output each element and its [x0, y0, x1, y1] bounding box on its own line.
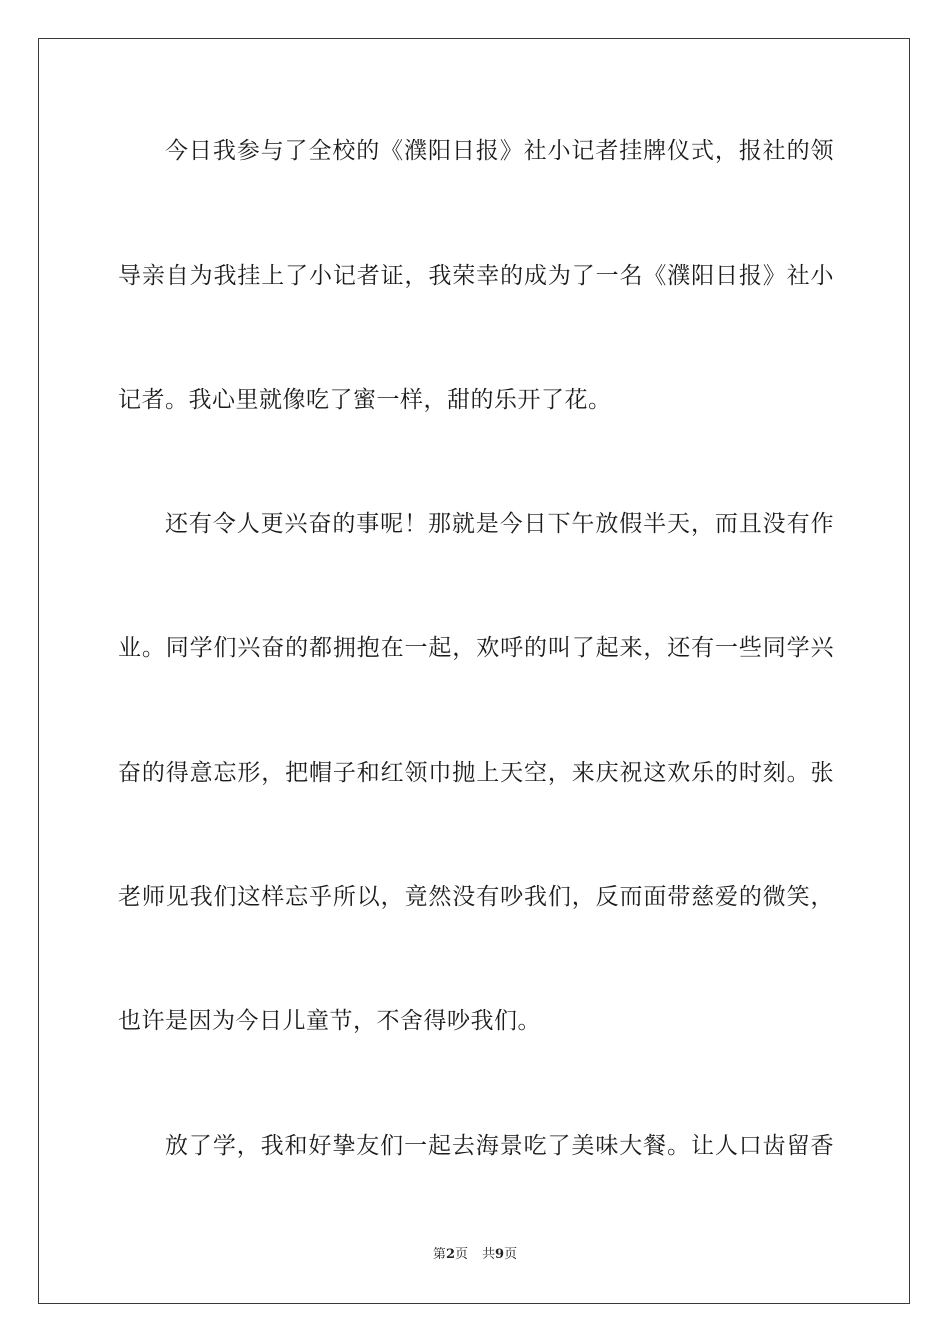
- paragraph-1-line-3: 记者。我心里就像吃了蜜一样，甜的乐开了花。: [118, 387, 612, 413]
- paragraph-2-line-4: 老师见我们这样忘乎所以，竟然没有吵我们，反而面带慈爱的微笑，: [118, 884, 834, 910]
- footer-prefix: 第: [432, 1247, 446, 1262]
- footer-total-suffix: 页: [504, 1247, 518, 1262]
- paragraph-1-line-1: 今日我参与了全校的《濮阳日报》社小记者挂牌仪式，报社的领: [165, 138, 834, 164]
- page-number-footer: [0, 1247, 950, 1263]
- paragraph-2-line-1: 还有令人更兴奋的事呢！那就是今日下午放假半天，而且没有作: [165, 511, 834, 537]
- footer-page-suffix: 页: [454, 1247, 468, 1262]
- footer-total-pages: 9: [495, 1247, 505, 1262]
- page-border: [38, 38, 910, 1304]
- paragraph-2-line-2: 业。同学们兴奋的都拥抱在一起，欢呼的叫了起来，还有一些同学兴: [118, 635, 834, 661]
- paragraph-1-line-2: 导亲自为我挂上了小记者证，我荣幸的成为了一名《濮阳日报》社小: [118, 263, 834, 289]
- paragraph-2-line-5: 也许是因为今日儿童节，不舍得吵我们。: [118, 1008, 541, 1034]
- footer-total-prefix: 共: [482, 1247, 496, 1262]
- paragraph-2-line-3: 奋的得意忘形，把帽子和红领巾抛上天空，来庆祝这欢乐的时刻。张: [118, 760, 834, 786]
- paragraph-3-line-1: 放了学，我和好挚友们一起去海景吃了美味大餐。让人口齿留香: [165, 1133, 834, 1159]
- footer-current-page: 2: [445, 1247, 455, 1262]
